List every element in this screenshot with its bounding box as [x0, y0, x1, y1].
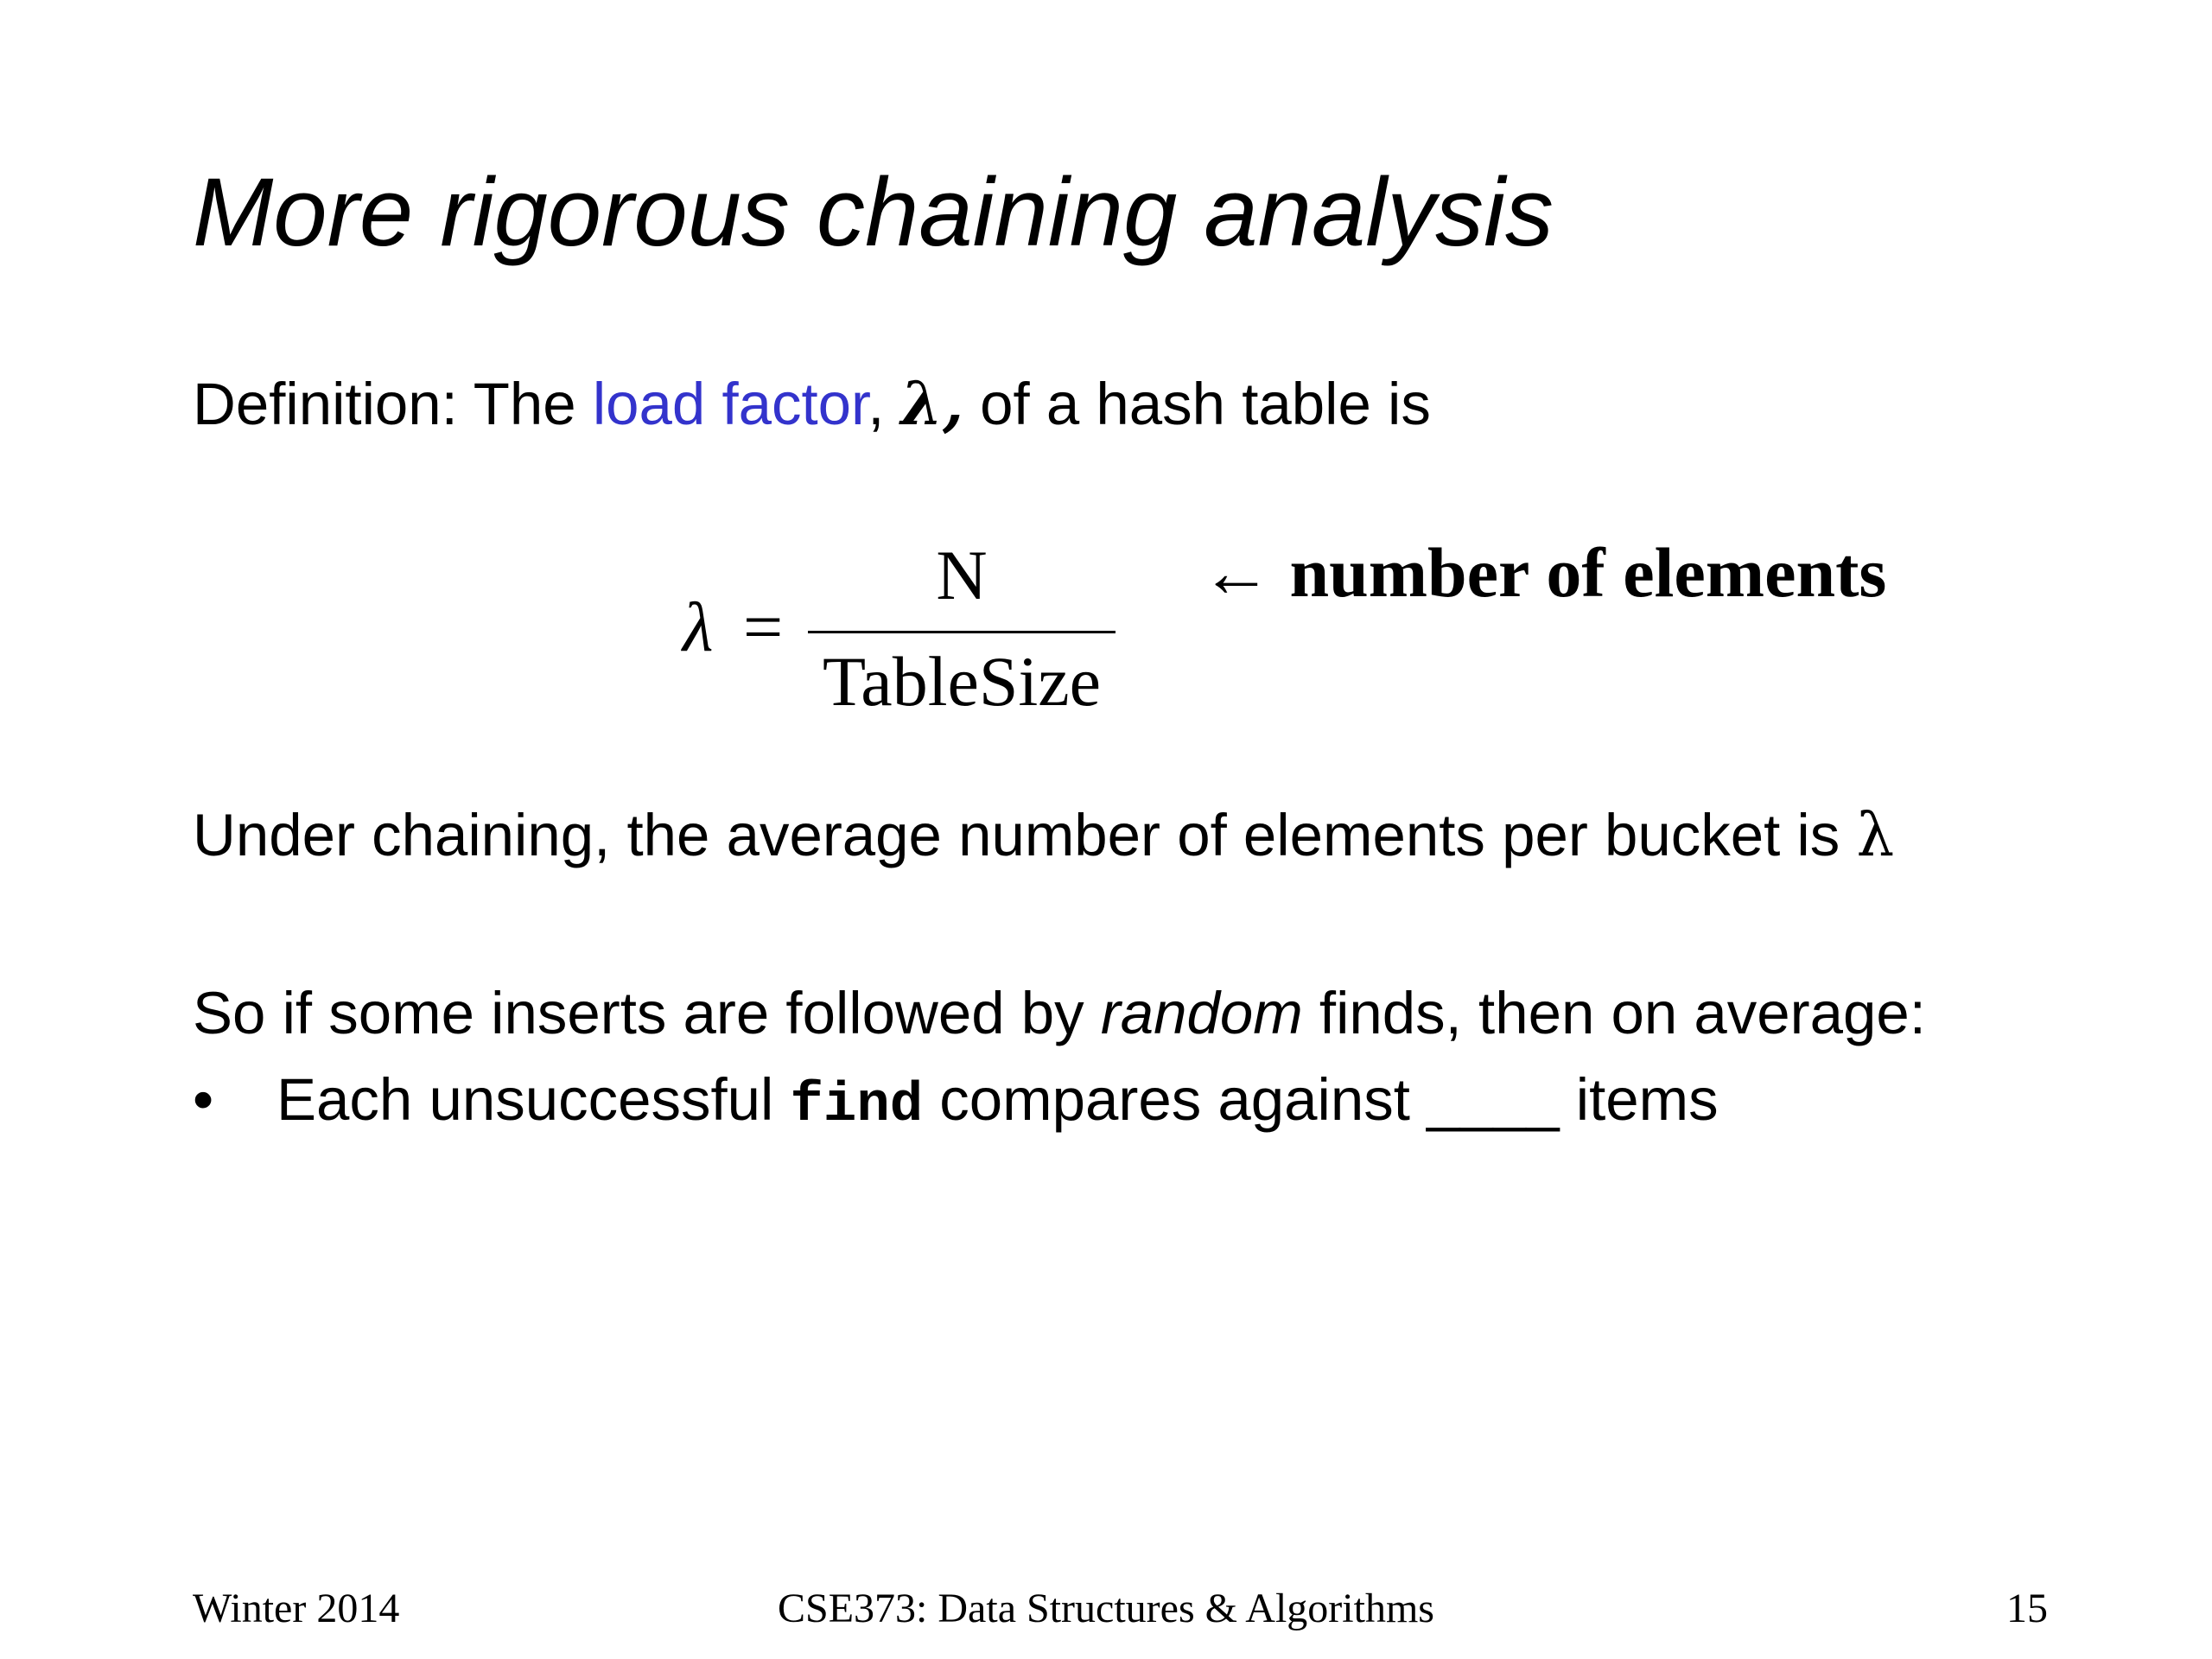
formula-denominator: TableSize: [822, 642, 1102, 721]
definition-comma: ,: [868, 371, 885, 437]
bullet-prefix: Each unsuccessful: [276, 1066, 791, 1133]
formula-equals: =: [743, 588, 784, 666]
fraction-bar: [808, 631, 1116, 633]
bullet-suffix: compares against ____ items: [923, 1066, 1719, 1133]
footer-course: CSE373: Data Structures & Algorithms: [778, 1586, 1434, 1631]
formula-lambda: λ: [683, 588, 714, 666]
bullet-marker: •: [193, 1066, 214, 1133]
under-chaining-line: [193, 801, 1895, 870]
definition-suffix: of a hash table is: [963, 371, 1431, 437]
random-finds-line: [193, 980, 1926, 1046]
under-chaining-text: Under chaining, the average number of elements per bucket is: [193, 802, 1857, 868]
footer-term: Winter 2014: [193, 1586, 400, 1631]
random-emphasis: random: [1100, 980, 1303, 1046]
bullet-item: [276, 1066, 1719, 1137]
numerator-annotation: ← number of elements: [1201, 533, 1887, 612]
slide-title: More rigorous chaining analysis: [193, 158, 1554, 266]
formula-numerator: N: [936, 536, 988, 614]
under-chaining-lambda: λ: [1856, 801, 1895, 870]
definition-prefix: Definition: The: [193, 371, 593, 437]
page-number: 15: [2006, 1586, 2048, 1631]
find-code: find: [790, 1075, 924, 1137]
random-finds-prefix: So if some inserts are followed by: [193, 980, 1101, 1046]
definition-line: [193, 369, 1431, 439]
load-factor-term: load factor: [592, 371, 868, 437]
lambda-symbol: λ,: [900, 369, 963, 439]
random-finds-suffix: finds, then on average:: [1302, 980, 1926, 1046]
